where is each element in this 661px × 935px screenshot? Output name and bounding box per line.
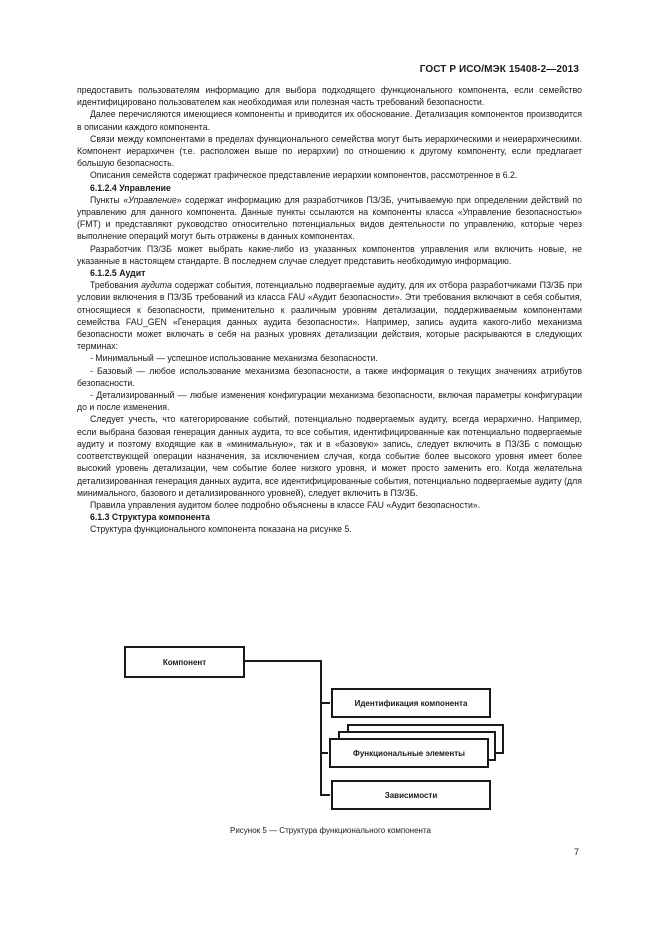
paragraph: Следует учесть, что категорирование событий, потенциально подвергаемых аудиту, всегда иерархично. Например, если выбрана базовая генерация данных аудита, то все события, идентифицированные как потенциально подвергаемые аудиту и поэтому входящие как в «минимальную», так и в «базовую» запись, следует включить в ПЗ/ЗБ с помощью соответствующей операции назначения, за исключением случая, когда событие более высокого уровня имеет более высокий уровень детализации, чем событие более низкого уровня, и может просто заменить его. Когда желательна детализированная генерация данных аудита, все идентифицированные события, потенциально подвергаемые аудиту (для минимального, базового и детализированного уровней), следует включить в ПЗ/ЗБ. bbox=[77, 414, 582, 498]
connector-line bbox=[320, 794, 330, 796]
emphasis-term: Управление bbox=[128, 194, 177, 205]
dependencies-box: Зависимости bbox=[331, 780, 491, 810]
text-run: Пункты « bbox=[90, 194, 129, 205]
connector-line bbox=[320, 660, 322, 796]
paragraph: предоставить пользователям информацию для выбора подходящего функционального компонента, если семейство идентифицировано пользователем как необходимая или полезная часть требований безопасности. bbox=[77, 85, 582, 108]
paragraph: Структура функционального компонента показана на рисунке 5. bbox=[90, 524, 352, 535]
paragraph: Далее перечисляются имеющиеся компоненты и приводится их обоснование. Детализация компонентов производится в описании каждого компонента. bbox=[77, 109, 582, 132]
section-heading-management: 6.1.2.4 Управление bbox=[90, 182, 171, 193]
paragraph: Разработчик ПЗ/ЗБ может выбрать какие-либо из указанных компонентов управления или включить новые, не указанные в настоящем стандарте. В последнем случае следует представить необходимую информацию. bbox=[77, 243, 582, 266]
connector-line bbox=[244, 660, 322, 662]
emphasis-term: аудита bbox=[141, 280, 172, 291]
component-box: Компонент bbox=[124, 646, 245, 678]
paragraph: Описания семейств содержат графическое представление иерархии компонентов, рассмотренное в 6.2. bbox=[90, 170, 518, 181]
section-heading-audit: 6.1.2.5 Аудит bbox=[90, 268, 146, 279]
text-run: Требования bbox=[90, 280, 142, 291]
page-number: 7 bbox=[573, 847, 579, 857]
text-run: » содержат информацию для разработчиков ПЗ/ЗБ, учитываемую при определении действий по управлению для данного компонента. Данные пункты ссылаются на компоненты класса «Управление безопасностью» (FMT) и представляют руководство относительно потенциальных видов деятельности по управлению, которые через выполнение операций могут быть отражены в данных компонентах. bbox=[77, 194, 582, 242]
list-item-minimal: - Минимальный — успешное использование механизма безопасности. bbox=[90, 353, 378, 364]
list-item-basic: - Базовый — любое использование механизма безопасности, а также информация о текущих значениях атрибутов безопасности. bbox=[77, 365, 582, 388]
connector-line bbox=[320, 702, 330, 704]
component-identification-box: Идентификация компонента bbox=[331, 688, 491, 718]
list-item-detailed: - Детализированный — любые изменения конфигурации механизма безопасности, включая параметры конфигурации до и после изменения. bbox=[77, 390, 582, 413]
section-heading-structure: 6.1.3 Структура компонента bbox=[90, 512, 211, 523]
paragraph: Правила управления аудитом более подробно объяснены в классе FAU «Аудит безопасности». bbox=[90, 499, 481, 510]
connector-line bbox=[320, 752, 328, 754]
paragraph: Связи между компонентами в пределах функционального семейства могут быть иерархическими и неиерархическими. Компонент иерархичен (т.е. расположен выше по иерархии) по отношению к другому компоненту, если предлагает большую безопасность. bbox=[77, 133, 582, 169]
figure-caption: Рисунок 5 — Структура функционального компонента bbox=[230, 826, 431, 835]
standard-header: ГОСТ Р ИСО/МЭК 15408-2—2013 bbox=[419, 64, 579, 75]
text-run: содержат события, потенциально подвергаемые аудиту, для их отбора разработчиками ПЗ/ЗБ при условии включения в ПЗ/ЗБ требований из класса FAU «Аудит безопасности». Эти требования включают в себя события, относящиеся к безопасности, применительно к различным уровням детализации, поддерживаемым компонентами семейства FAU_GEN «Генерация данных аудита безопасности». Например, запись аудита какого-либо механизма безопасности может включать в себя на разных уровнях детализации действия, которые раскрываются в следующих терминах: bbox=[77, 280, 582, 352]
functional-elements-box: Функциональные элементы bbox=[329, 738, 489, 768]
